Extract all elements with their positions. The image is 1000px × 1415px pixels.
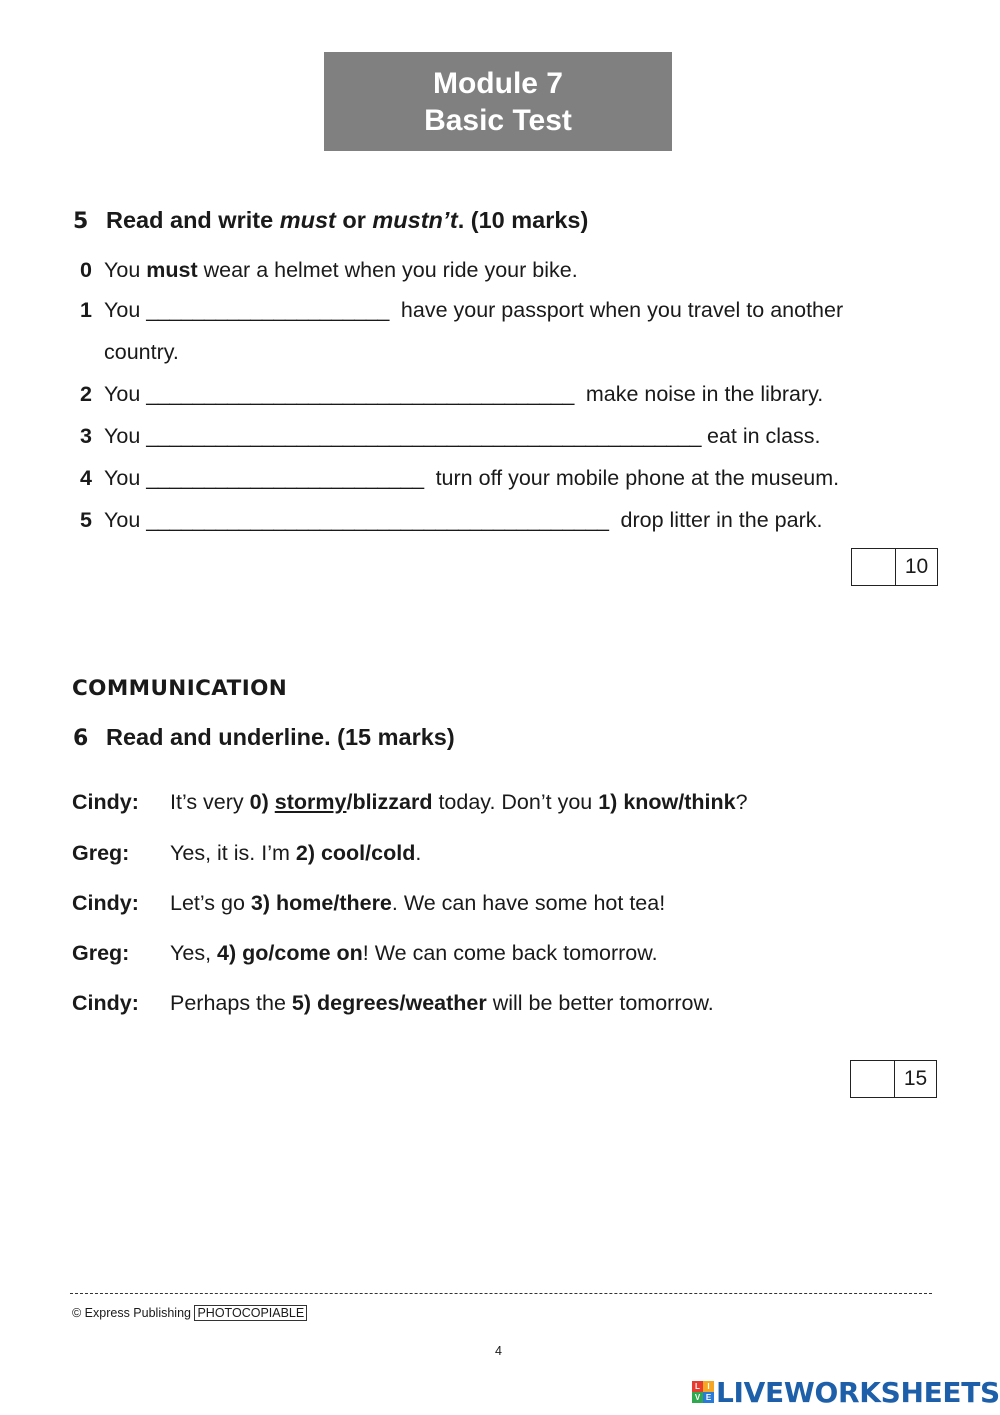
- exercise-item-4: 4 You ________________________ turn off your mobile phone at the museum.: [80, 466, 840, 490]
- section-5-score-box: [851, 548, 938, 586]
- speaker: Cindy:: [72, 891, 139, 915]
- choice-option[interactable]: weather: [405, 991, 487, 1015]
- choice-option[interactable]: cool: [320, 841, 366, 865]
- dialogue-line-1: Cindy: It’s very 0) stormy/blizzard today. Don’t you 1) know/think?: [72, 787, 932, 817]
- score-total: 15: [903, 1067, 928, 1090]
- score-total: 10: [904, 555, 929, 578]
- liveworksheets-logo-icon: L I V E: [692, 1381, 714, 1403]
- answer-blank[interactable]: ________________________________________________: [146, 424, 702, 448]
- choice-option[interactable]: stormy: [274, 790, 347, 814]
- choice-option[interactable]: go: [242, 941, 269, 965]
- section-6-heading: 6 Read and underline. (15 marks): [73, 722, 455, 754]
- speaker: Cindy:: [72, 991, 139, 1015]
- score-input-cell[interactable]: [852, 549, 896, 585]
- choice-option[interactable]: know: [623, 790, 679, 814]
- dialogue-line-4: Greg: Yes, 4) go/come on! We can come back tomorrow.: [72, 938, 932, 968]
- speaker: Cindy:: [72, 790, 139, 814]
- section-6-score-box: [850, 1060, 937, 1098]
- photocopiable-label: PHOTOCOPIABLE: [194, 1305, 307, 1321]
- choice-option[interactable]: blizzard: [352, 790, 433, 814]
- choice-option[interactable]: cold: [371, 841, 416, 865]
- liveworksheets-logo[interactable]: [692, 1375, 1000, 1409]
- speaker: Greg:: [72, 841, 130, 865]
- answer-blank[interactable]: ________________________________________: [146, 508, 609, 532]
- section-5-heading: 5 Read and write must or mustn’t. (10 marks): [73, 205, 588, 237]
- choice-option[interactable]: there: [339, 891, 392, 915]
- choice-option[interactable]: think: [684, 790, 736, 814]
- exercise-item-0: 0 You must wear a helmet when you ride your bike.: [80, 258, 578, 282]
- choice-option[interactable]: come on: [274, 941, 363, 965]
- test-title: Basic Test: [424, 103, 572, 137]
- exercise-item-1: 1 You _____________________ have your passport when you travel to another: [80, 298, 844, 322]
- example-answer: must: [146, 258, 198, 282]
- exercise-item-1-continuation: country.: [104, 340, 179, 364]
- answer-blank[interactable]: ________________________: [146, 466, 424, 490]
- exercise-item-5: 5 You ________________________________________ drop litter in the park.: [80, 508, 823, 532]
- answer-blank[interactable]: _____________________________________: [146, 382, 574, 406]
- footer-divider: [70, 1293, 932, 1294]
- choice-option[interactable]: home: [275, 891, 334, 915]
- section-5-number: 5: [73, 209, 89, 234]
- choice-option[interactable]: degrees: [317, 991, 400, 1015]
- dialogue-line-3: Cindy: Let’s go 3) home/there. We can have some hot tea!: [72, 888, 932, 918]
- communication-heading: COMMUNICATION: [72, 676, 288, 701]
- module-title-box: [324, 52, 672, 151]
- page-number: 4: [495, 1344, 502, 1358]
- exercise-item-2: 2 You _____________________________________ make noise in the library.: [80, 382, 824, 406]
- score-input-cell[interactable]: [851, 1061, 895, 1097]
- dialogue-line-5: Cindy: Perhaps the 5) degrees/weather will be better tomorrow.: [72, 988, 932, 1018]
- module-title: Module 7: [432, 66, 563, 100]
- liveworksheets-logo-text: LIVEWORKSHEETS: [716, 1375, 1000, 1409]
- copyright-line: © Express Publishing PHOTOCOPIABLE: [72, 1306, 307, 1320]
- exercise-item-3: 3 You ________________________________________________ eat in class.: [80, 424, 821, 448]
- answer-blank[interactable]: _____________________: [146, 298, 389, 322]
- section-6-number: 6: [73, 726, 89, 751]
- speaker: Greg:: [72, 941, 130, 965]
- dialogue-line-2: Greg: Yes, it is. I’m 2) cool/cold.: [72, 838, 932, 868]
